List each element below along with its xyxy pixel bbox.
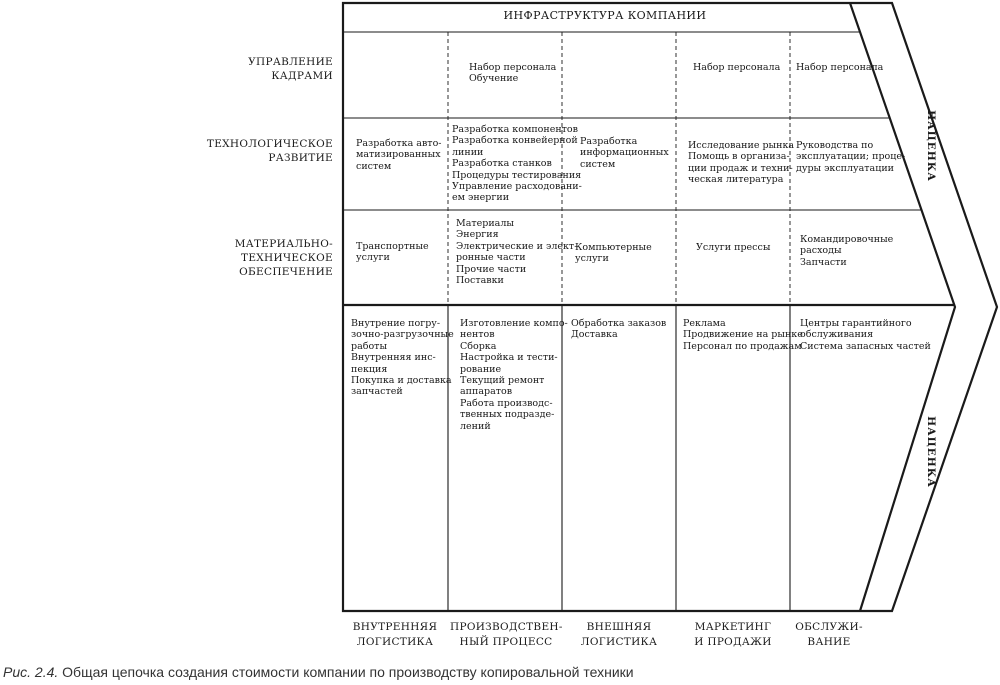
hr-cell-operations: Набор персонала Обучение bbox=[469, 62, 557, 85]
row-label-tech: ТЕХНОЛОГИЧЕСКОЕ РАЗВИТИЕ bbox=[206, 138, 333, 164]
figure-caption-label: Рис. 2.4. bbox=[3, 664, 59, 680]
hr-cell-marketing: Набор персонала bbox=[693, 62, 781, 73]
primary-cell-inbound: Внутрение погру- зочно-разгрузочные работы Внутренняя инс- пекция Покупка и доставка запчастей bbox=[351, 318, 454, 398]
activity-label-outbound-logistics: ВНЕШНЯЯ ЛОГИСТИКА bbox=[580, 621, 658, 648]
primary-cell-marketing: Реклама Продвижение на рынке Персонал по продажам bbox=[683, 318, 803, 352]
tech-cell-inbound: Разработка авто- матизированных систем bbox=[356, 138, 442, 172]
primary-cell-operations: Изготовление компо- нентов Сборка Настройка и тести- рование Текущий ремонт аппаратов Работа производс- твенных подразде- лений bbox=[460, 318, 568, 432]
row-label-hr: УПРАВЛЕНИЕ КАДРАМИ bbox=[248, 56, 333, 82]
primary-cell-service: Центры гарантийного обслуживания Система запасных частей bbox=[800, 318, 931, 352]
margin-chevron-inner bbox=[850, 3, 955, 611]
hr-cell-service: Набор персонала bbox=[796, 62, 884, 73]
procurement-cell-inbound: Транспортные услуги bbox=[356, 241, 429, 264]
activity-label-operations: ПРОИЗВОДСТВЕН- НЫЙ ПРОЦЕСС bbox=[450, 621, 563, 648]
infrastructure-title: ИНФРАСТРУКТУРА КОМПАНИИ bbox=[503, 9, 707, 22]
primary-cell-outbound: Обработка заказов Доставка bbox=[571, 318, 667, 341]
activity-label-service: ОБСЛУЖИ- ВАНИЕ bbox=[795, 621, 863, 648]
tech-cell-service: Руководства по эксплуатации; проце- дуры эксплуатации bbox=[796, 140, 906, 174]
figure-caption bbox=[3, 664, 634, 680]
procurement-cell-marketing: Услуги прессы bbox=[696, 242, 771, 253]
margin-label-top: НАЦЕНКА bbox=[924, 110, 937, 182]
procurement-cell-outbound: Компьютерные услуги bbox=[575, 242, 652, 265]
tech-cell-marketing: Исследование рынка Помощь в организа- ции продаж и техни- ческая литература bbox=[688, 140, 795, 186]
tech-cell-outbound: Разработка информационных систем bbox=[580, 136, 669, 170]
activity-label-inbound-logistics: ВНУТРЕННЯЯ ЛОГИСТИКА bbox=[352, 621, 438, 648]
row-label-procurement: МАТЕРИАЛЬНО-ТЕХНИЧЕСКОЕ ОБЕСПЕЧЕНИЕ bbox=[234, 238, 333, 278]
figure-caption-text: Общая цепочка создания стоимости компании по производству копировальной техники bbox=[58, 664, 634, 680]
margin-label-bottom: НАЦЕНКА bbox=[924, 416, 937, 488]
activity-label-marketing-sales: МАРКЕТИНГ И ПРОДАЖИ bbox=[694, 621, 772, 648]
tech-cell-operations: Разработка компонентов Разработка конвейерной линии Разработка станков Процедуры тестирования Управление расходовани- ем энергии bbox=[452, 124, 582, 204]
value-chain-outline bbox=[343, 3, 997, 611]
procurement-cell-service: Командировочные расходы Запчасти bbox=[800, 234, 894, 268]
procurement-cell-operations: Материалы Энергия Электрические и элект- ронные части Прочие части Поставки bbox=[456, 218, 578, 287]
